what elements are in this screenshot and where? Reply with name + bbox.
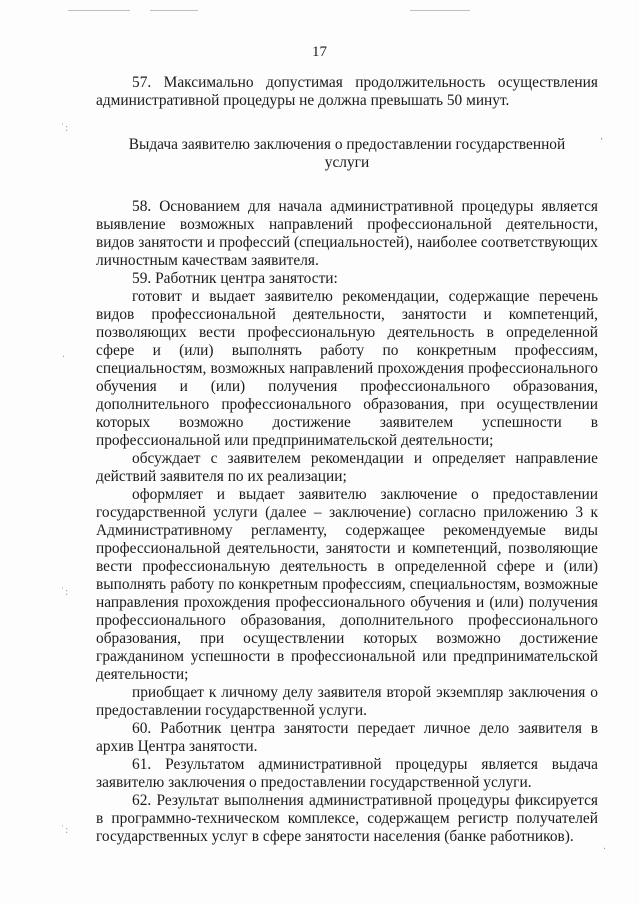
paragraph-62: 62. Результат выполнения административной процедуры фиксируется в программно-техническом комплексе, содержащем регистр получателей государственных услуг в сфере занятости населения (банке работников). xyxy=(96,792,598,845)
paragraph-59-item-discussion: обсуждает с заявителем рекомендации и определяет направление действий заявителя по их реализации; xyxy=(96,450,598,485)
scan-edge-line xyxy=(150,10,198,11)
paragraph-59-item-conclusion: оформляет и выдает заявителю заключение о предоставлении государственной услуги (далее – заключение) согласно приложению 3 к Административному регламенту, содержащее рекомендуемые виды профессиональной деятельности, занятости и компетенций, позволяющие вести профессиональную деятельность в определенной сфере и (или) выполнять работу по конкретным профессиям, специальностям, возможные направления прохождения профессионального обучения и (или) получения профессионального образования, дополнительного профессионального образования, при осуществлении которых возможно достижение гражданином успешности в профессиональной или предпринимательской деятельности; xyxy=(96,486,598,683)
document-body xyxy=(96,74,598,846)
scan-edge-line xyxy=(410,10,470,11)
paragraph-59-item-recommendations: готовит и выдает заявителю рекомендации, содержащие перечень видов профессиональной деятельности, занятости и компетенций, позволяющих вести профессиональную деятельность в определенной сфере и (или) выполнять работу по конкретным профессиям, специальностям, возможных направлений прохождения профессионального обучения и (или) получения профессионального образования, дополнительного профессионального образования, при осуществлении которых возможно достижение заявителем успешности в профессиональной или предпринимательской деятельности; xyxy=(96,288,598,449)
scan-speck: ˙: xyxy=(60,123,69,134)
section-heading: Выдача заявителю заключения о предоставлении государственной услуги xyxy=(128,136,566,171)
scan-speck: . xyxy=(62,349,66,360)
scan-edge-line xyxy=(68,10,130,11)
page-number: 17 xyxy=(312,44,327,60)
paragraph-60: 60. Работник центра занятости передает личное дело заявителя в архив Центра занятости. xyxy=(96,720,598,755)
scan-speck: . xyxy=(603,841,607,852)
paragraph-59: 59. Работник центра занятости: xyxy=(132,270,338,287)
scan-speck: ˙: xyxy=(60,825,69,836)
paragraph-57: 57. Максимально допустимая продолжительность осуществления административной процедуры не должна превышать 50 минут. xyxy=(96,74,598,109)
paragraph-59-item-file: приобщает к личному делу заявителя второй экземпляр заключения о предоставлении государственной услуги. xyxy=(96,684,598,719)
scan-speck: ˙: xyxy=(60,587,69,598)
scan-speck: , xyxy=(600,131,604,142)
paragraph-61: 61. Результатом административной процедуры является выдача заявителю заключения о предоставлении государственной услуги. xyxy=(96,756,598,791)
paragraph-58: 58. Основанием для начала административной процедуры является выявление возможных направлений профессиональной деятельности, видов занятости и профессий (специальностей), наиболее соответствующих личностным качествам заявителя. xyxy=(96,198,598,269)
